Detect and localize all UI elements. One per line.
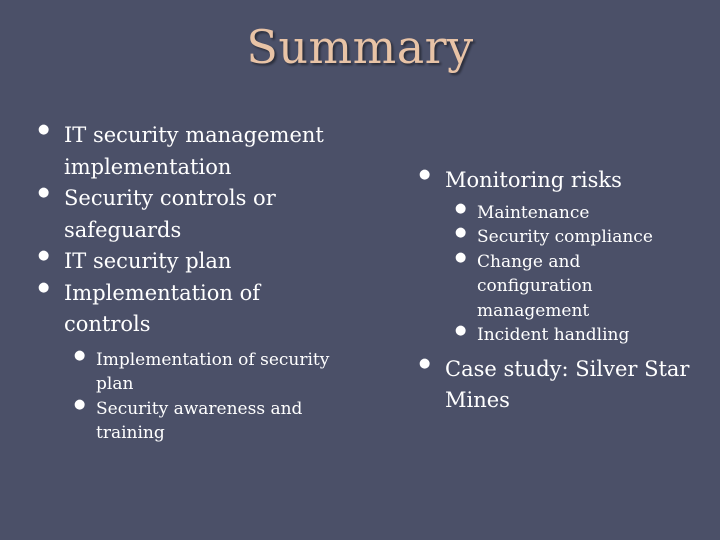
sub-list-item: [455, 225, 699, 250]
list-item: [38, 120, 338, 183]
bullet-icon: ●: [455, 200, 467, 216]
list-item: [419, 354, 699, 417]
sub-list-item-text: Security compliance: [477, 227, 653, 247]
sub-bullet-list: [74, 348, 338, 446]
list-item: [38, 246, 338, 278]
list-item-text: Implementation of controls: [64, 280, 261, 336]
bullet-icon: ●: [455, 225, 467, 240]
left-column: [38, 120, 338, 446]
sub-list-item-text: Incident handling: [477, 325, 630, 345]
left-bullet-list: [38, 120, 338, 446]
bullet-icon: ●: [38, 279, 50, 295]
sub-list-item: [455, 250, 699, 324]
bullet-icon: ●: [38, 122, 50, 137]
bullet-icon: ●: [74, 396, 86, 412]
list-item-text: Case study: Silver Star Mines: [445, 356, 690, 412]
sub-list-item: [74, 348, 338, 397]
sub-list-item: [74, 397, 338, 446]
list-item-text: IT security plan: [64, 249, 232, 273]
sub-list-item: [455, 201, 699, 226]
slide-title: Summary: [246, 20, 474, 74]
sub-list-item-text: Maintenance: [477, 202, 590, 223]
right-column: [419, 165, 699, 417]
bullet-icon: ●: [455, 249, 467, 265]
list-item-text: Security controls or safeguards: [64, 186, 276, 242]
list-item: [419, 165, 699, 348]
list-item: [38, 278, 338, 446]
sub-bullet-list: [455, 201, 699, 348]
bullet-icon: ●: [455, 323, 467, 338]
list-item: [38, 183, 338, 246]
bullet-icon: ●: [419, 167, 431, 182]
list-item-text: Monitoring risks: [445, 168, 622, 192]
bullet-icon: ●: [74, 347, 86, 363]
bullet-icon: ●: [38, 185, 50, 200]
sub-list-item: [455, 323, 699, 348]
sub-list-item-text: Implementation of security plan: [96, 349, 330, 394]
sub-list-item-text: Security awareness and training: [96, 398, 303, 443]
list-item-text: IT security management implementation: [64, 123, 324, 179]
sub-list-item-text: Change and configuration management: [477, 251, 593, 321]
bullet-icon: ●: [419, 355, 431, 371]
right-bullet-list: [419, 165, 699, 417]
bullet-icon: ●: [38, 248, 50, 263]
